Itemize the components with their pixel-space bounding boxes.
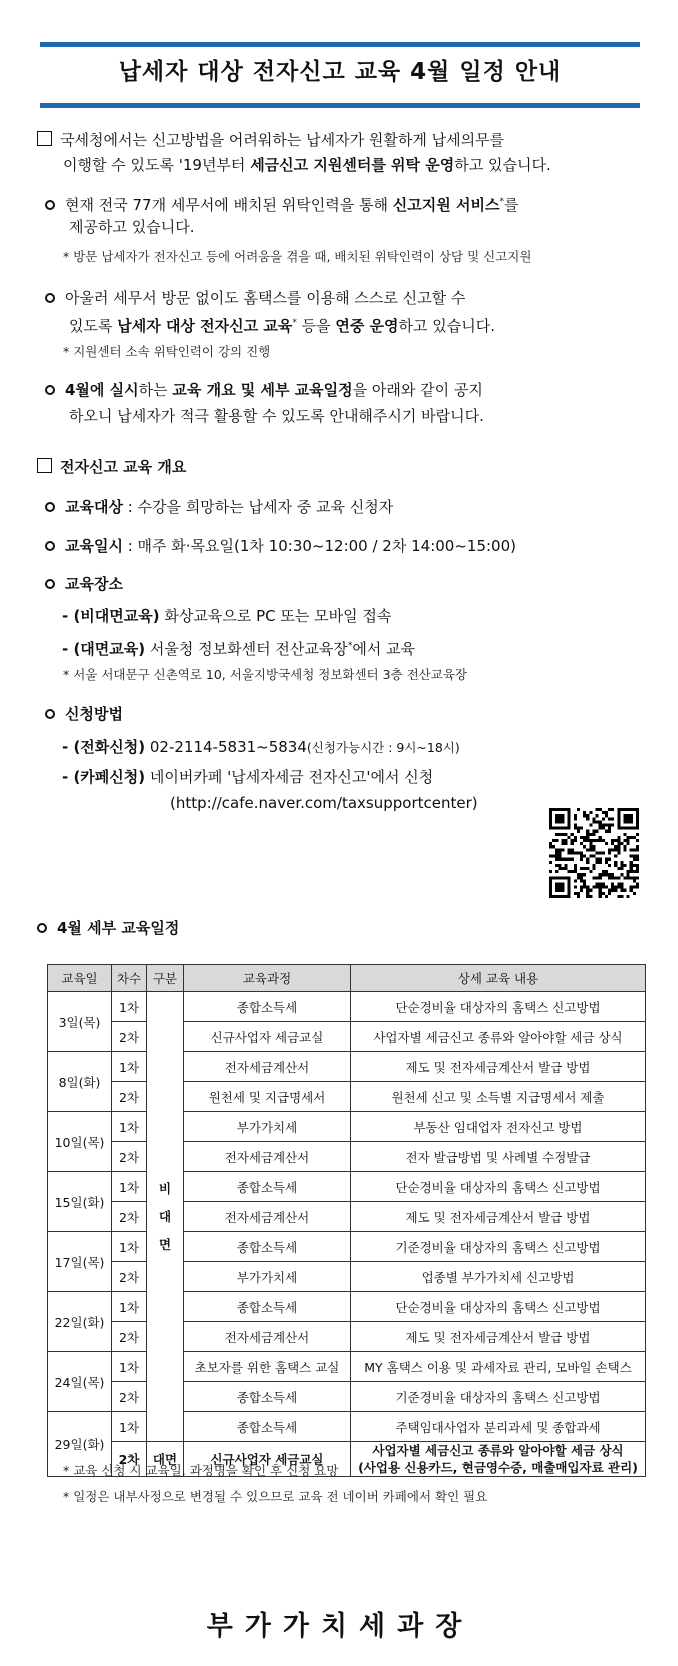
cell-course: 전자세금계산서 [184,1052,351,1082]
table-row [48,1352,646,1382]
cell-date: 17일(목) [48,1232,112,1292]
cell-session: 2차 [112,1322,147,1352]
cell-detail [351,1442,646,1477]
cell-session: 1차 [112,1292,147,1322]
cell-course: 전자세금계산서 [184,1142,351,1172]
overview-datetime: 교육일시 : 매주 화·목요일(1차 10:30~12:00 / 2차 14:00~15:00) [45,535,516,557]
table-row [48,1202,646,1232]
cell-course: 부가가치세 [184,1262,351,1292]
detail-line-2: (사업용 신용카드, 현금영수증, 매출매입자료 관리) [358,1460,638,1475]
cell-course: 종합소득세 [184,1382,351,1412]
cell-course: 신규사업자 세금교실 [184,1442,351,1477]
circle-bullet-icon [45,293,55,303]
mode-char: 대 [158,1208,172,1224]
title-top-rule [40,42,640,47]
cell-detail: 사업자별 세금신고 종류와 알아야할 세금 상식 [351,1022,646,1052]
qr-code-icon [549,808,639,898]
cell-date: 15일(화) [48,1172,112,1232]
col-session: 차수 [112,965,147,992]
cell-course: 신규사업자 세금교실 [184,1022,351,1052]
schedule-note-2: * 일정은 내부사정으로 변경될 수 있으므로 교육 전 네이버 카페에서 확인 필요 [63,1489,488,1504]
col-date: 교육일 [48,965,112,992]
paragraph-april-line-2: 하오니 납세자가 적극 활용할 수 있도록 안내해주시기 바랍니다. [69,407,484,425]
cell-session: 2차 [112,1382,147,1412]
table-row [48,1082,646,1112]
cell-session: 1차 [112,1412,147,1442]
cell-detail: 주택임대사업자 분리과세 및 종합과세 [351,1412,646,1442]
table-row [48,1232,646,1262]
cell-mode-offline: 대면 [147,1442,184,1477]
cell-session: 1차 [112,1172,147,1202]
cell-date: 8일(화) [48,1052,112,1112]
cell-detail: 제도 및 전자세금계산서 발급 방법 [351,1322,646,1352]
table-row [48,1052,646,1082]
col-mode: 구분 [147,965,184,992]
place-note: * 서울 서대문구 신촌역로 10, 서울지방국세청 정보화센터 3층 전산교육장 [63,667,467,682]
circle-bullet-icon [45,200,55,210]
cell-course: 원천세 및 지급명세서 [184,1082,351,1112]
table-row [48,1022,646,1052]
table-row [48,1382,646,1412]
cell-detail: 제도 및 전자세금계산서 발급 방법 [351,1052,646,1082]
circle-bullet-icon [45,502,55,512]
cafe-url-link[interactable]: (http://cafe.naver.com/taxsupportcenter) [170,794,478,812]
paragraph-april: 4월에 실시하는 교육 개요 및 세부 교육일정을 아래와 같이 공지 [45,379,483,401]
cell-course: 부가가치세 [184,1112,351,1142]
cell-session: 2차 [112,1022,147,1052]
page-title: 납세자 대상 전자신고 교육 4월 일정 안내 [118,59,562,85]
title-bottom-rule [40,103,640,108]
table-row [48,1172,646,1202]
cell-detail: 업종별 부가가치세 신고방법 [351,1262,646,1292]
cell-session: 2차 [112,1082,147,1112]
mode-char: 면 [158,1236,172,1252]
mode-char: 비 [158,1180,172,1196]
square-bullet-icon [37,458,52,473]
note-education: * 지원센터 소속 위탁인력이 강의 진행 [63,344,271,359]
cell-session: 1차 [112,1052,147,1082]
cell-detail: 전자 발급방법 및 사례별 수정발급 [351,1142,646,1172]
apply-cafe: - (카페신청) 네이버카페 '납세자세금 전자신고'에서 신청 [62,768,434,786]
cell-session: 1차 [112,1112,147,1142]
circle-bullet-icon [45,579,55,589]
circle-bullet-icon [37,923,47,933]
overview-heading: 전자신고 교육 개요 [37,456,186,478]
cell-session: 2차 [112,1262,147,1292]
table-row [48,1292,646,1322]
cell-detail: 기준경비율 대상자의 홈택스 신고방법 [351,1382,646,1412]
table-row [48,1262,646,1292]
cell-course: 초보자를 위한 홈택스 교실 [184,1352,351,1382]
cell-date: 29일(화) [48,1412,112,1477]
cell-detail: 원천세 신고 및 소득별 지급명세서 제출 [351,1082,646,1112]
paragraph-service-line-2: 제공하고 있습니다. [69,218,195,236]
square-bullet-icon [37,131,52,146]
cell-course: 전자세금계산서 [184,1202,351,1232]
cell-date: 10일(목) [48,1112,112,1172]
cell-detail: MY 홈택스 이용 및 과세자료 관리, 모바일 손택스 [351,1352,646,1382]
paragraph-education: 아울러 세무서 방문 없이도 홈택스를 이용해 스스로 신고할 수 [45,287,465,309]
table-row [48,1322,646,1352]
detail-line-1: 사업자별 세금신고 종류와 알아야할 세금 상식 [372,1443,624,1458]
cell-detail: 단순경비율 대상자의 홈택스 신고방법 [351,992,646,1022]
cell-session: 1차 [112,992,147,1022]
cell-session: 2차 [112,1202,147,1232]
cell-detail: 부동산 임대업자 전자신고 방법 [351,1112,646,1142]
cell-session: 1차 [112,1232,147,1262]
circle-bullet-icon [45,385,55,395]
paragraph-education-line-2: 있도록 납세자 대상 전자신고 교육* 등을 연중 운영하고 있습니다. [69,317,496,335]
apply-phone: - (전화신청) 02-2114-5831~5834(신청가능시간 : 9시~18시) [62,738,460,756]
table-row [48,1142,646,1172]
schedule-table [47,964,646,1477]
table-row [48,992,646,1022]
place-online: - (비대면교육) 화상교육으로 PC 또는 모바일 접속 [62,607,392,625]
cell-session: 1차 [112,1352,147,1382]
overview-target: 교육대상 : 수강을 희망하는 납세자 중 교육 신청자 [45,496,393,518]
circle-bullet-icon [45,541,55,551]
overview-apply: 신청방법 [45,703,123,725]
col-course: 교육과정 [184,965,351,992]
schedule-note-1: * 교육 신청 시 교육일, 과정명을 확인 후 신청 요망 [63,1463,339,1478]
paragraph-service: 현재 전국 77개 세무서에 배치된 위탁인력을 통해 신고지원 서비스*를 [45,191,518,216]
cell-session: 2차 [112,1142,147,1172]
cell-detail: 제도 및 전자세금계산서 발급 방법 [351,1202,646,1232]
table-row [48,1412,646,1442]
cell-course: 종합소득세 [184,1292,351,1322]
cell-course: 종합소득세 [184,1412,351,1442]
schedule-heading: 4월 세부 교육일정 [37,917,179,939]
intro-line-1: 국세청에서는 신고방법을 어려워하는 납세자가 원활하게 납세의무를 [37,129,504,151]
note-service: * 방문 납세자가 전자신고 등에 어려움을 겪을 때, 배치된 위탁인력이 상담 및 신고지원 [63,249,532,264]
department-signature: 부가가치세과장 [206,1611,474,1642]
cell-course: 종합소득세 [184,992,351,1022]
col-detail: 상세 교육 내용 [351,965,646,992]
cell-detail: 단순경비율 대상자의 홈택스 신고방법 [351,1292,646,1322]
table-row [48,1112,646,1142]
cell-course: 종합소득세 [184,1172,351,1202]
cell-date: 22일(화) [48,1292,112,1352]
cell-date: 24일(목) [48,1352,112,1412]
cell-date: 3일(목) [48,992,112,1052]
cell-mode-online [147,992,184,1442]
table-header-row [48,965,646,992]
place-offline: - (대면교육) 서울청 정보화센터 전산교육장*에서 교육 [62,640,416,658]
cell-detail: 단순경비율 대상자의 홈택스 신고방법 [351,1172,646,1202]
cell-course: 종합소득세 [184,1232,351,1262]
cell-detail: 기준경비율 대상자의 홈택스 신고방법 [351,1232,646,1262]
cell-course: 전자세금계산서 [184,1322,351,1352]
overview-place: 교육장소 [45,573,123,595]
intro-line-2: 이행할 수 있도록 '19년부터 세금신고 지원센터를 위탁 운영하고 있습니다. [63,156,551,174]
cell-session: 2차 [112,1442,147,1477]
circle-bullet-icon [45,709,55,719]
